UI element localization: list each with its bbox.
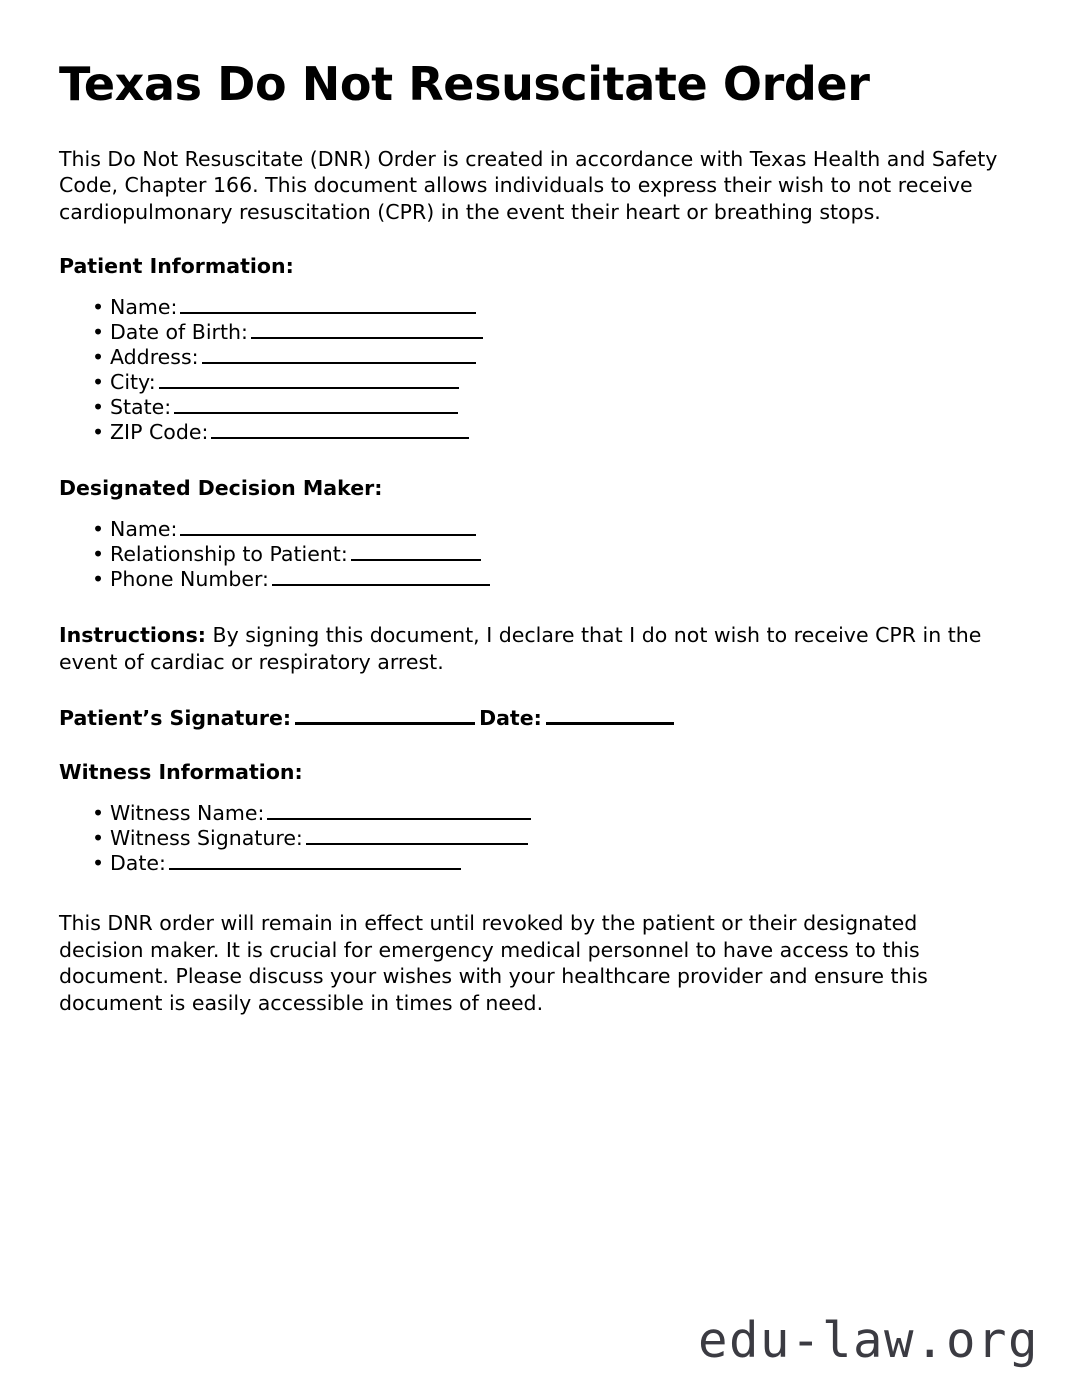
field-fill-line-zip-code[interactable] [211, 422, 469, 439]
list-item [59, 345, 1015, 370]
document-body [59, 57, 1015, 1016]
field-fill-line-dm-name[interactable] [180, 519, 476, 536]
field-label-witness-name: Witness Name: [110, 801, 265, 826]
patient-signature-label: Patient’s Signature: [59, 706, 292, 731]
decision-maker-field-list [59, 517, 1015, 592]
list-item [59, 542, 1015, 567]
field-label-relationship-to-patient: Relationship to Patient: [110, 542, 348, 567]
list-item [59, 801, 1015, 826]
witness-information-field-list [59, 801, 1015, 876]
instructions-lead-label: Instructions: [59, 623, 206, 648]
field-fill-line-date-of-birth[interactable] [251, 322, 483, 339]
field-fill-line-relationship-to-patient[interactable] [351, 544, 481, 561]
field-fill-line-state[interactable] [174, 397, 458, 414]
signature-date-label: Date: [479, 706, 542, 731]
patient-signature-row [59, 705, 1015, 731]
field-label-phone-number: Phone Number: [110, 567, 269, 592]
field-fill-line-name[interactable] [180, 297, 476, 314]
field-fill-line-witness-signature[interactable] [306, 828, 528, 845]
footer-watermark: edu-law.org [697, 1312, 1039, 1369]
section-heading-patient-information: Patient Information: [59, 254, 294, 279]
field-label-address: Address: [110, 345, 199, 370]
intro-paragraph: This Do Not Resuscitate (DNR) Order is created in accordance with Texas Health and Safety Code, Chapter 166. This document allows individuals to express their wish to not receive cardiopulmonary resuscitation (CPR) in the event their heart or breathing stops. [59, 146, 998, 224]
field-fill-line-phone-number[interactable] [272, 569, 490, 586]
field-label-city: City: [110, 370, 156, 395]
list-item [59, 567, 1015, 592]
page-title: Texas Do Not Resuscitate Order [59, 57, 870, 111]
field-label-witness-date: Date: [110, 851, 166, 876]
patient-information-field-list [59, 295, 1015, 445]
list-item [59, 517, 1015, 542]
field-label-name: Name: [110, 295, 178, 320]
list-item [59, 395, 1015, 420]
field-label-date-of-birth: Date of Birth: [110, 320, 248, 345]
field-fill-line-address[interactable] [202, 347, 476, 364]
closing-paragraph: This DNR order will remain in effect until revoked by the patient or their designated decision maker. It is crucial for emergency medical personnel to have access to this document. Please discuss your wishes with your healthcare provider and ensure this document is easily accessible in times of need. [59, 911, 928, 1015]
list-item [59, 420, 1015, 445]
list-item [59, 826, 1015, 851]
section-heading-witness-information: Witness Information: [59, 760, 303, 785]
field-label-zip-code: ZIP Code: [110, 420, 209, 445]
instructions-text: By signing this document, I declare that I do not wish to receive CPR in the event of cardiac or respiratory arrest. [59, 623, 982, 674]
list-item [59, 320, 1015, 345]
section-heading-designated-decision-maker: Designated Decision Maker: [59, 476, 383, 501]
field-fill-line-witness-name[interactable] [267, 803, 531, 820]
signature-date-fill-line[interactable] [546, 706, 674, 725]
list-item [59, 851, 1015, 876]
field-label-dm-name: Name: [110, 517, 178, 542]
list-item [59, 370, 1015, 395]
instructions-paragraph [59, 622, 1014, 675]
field-label-witness-signature: Witness Signature: [110, 826, 303, 851]
field-fill-line-witness-date[interactable] [169, 853, 461, 870]
field-label-state: State: [110, 395, 172, 420]
field-fill-line-city[interactable] [159, 372, 459, 389]
list-item [59, 295, 1015, 320]
patient-signature-fill-line[interactable] [295, 706, 475, 725]
